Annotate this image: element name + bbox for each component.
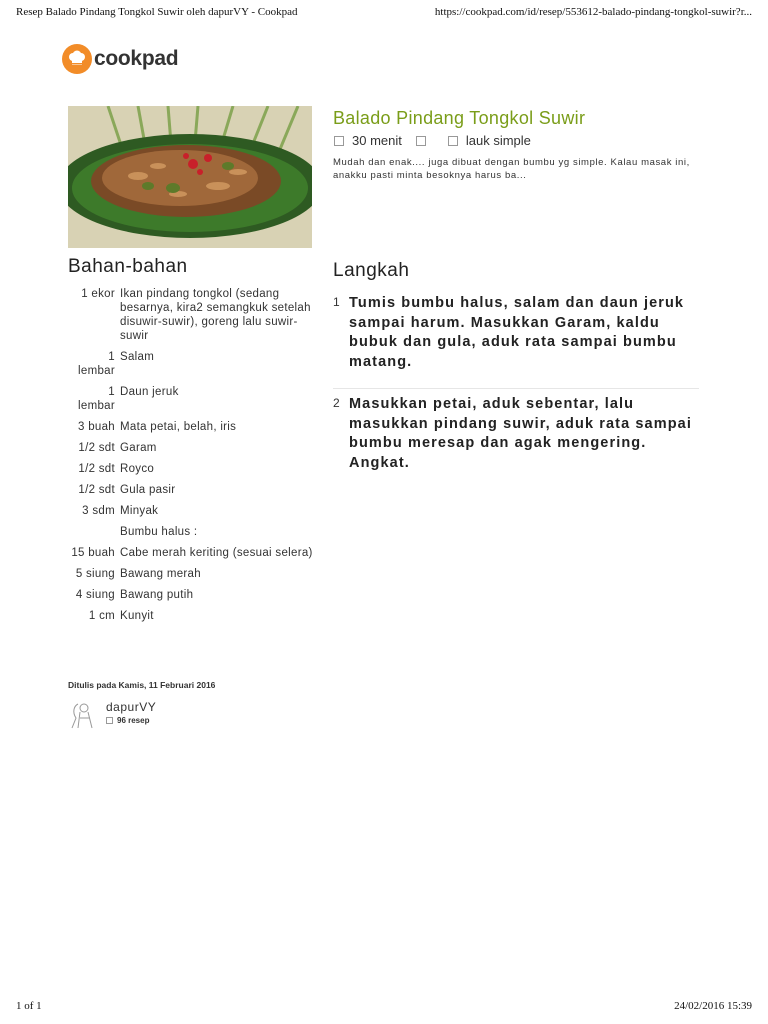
ingredient-name: Ikan pindang tongkol (sedang besarnya, kira2 semangkuk setelah disuwir-suwir), goreng lalu suwir-suwir xyxy=(120,288,311,342)
ingredient-qty: 3 buah xyxy=(78,421,115,433)
ingredient-row xyxy=(68,420,318,434)
written-date: Ditulis pada Kamis, 11 Februari 2016 xyxy=(68,680,216,690)
ingredient-qty: 1 lembar xyxy=(78,351,115,377)
logo-text: cookpad xyxy=(94,47,179,70)
ingredients-list xyxy=(68,287,318,630)
ingredient-qty: 5 siung xyxy=(75,568,115,580)
chef-hat-icon xyxy=(62,44,92,74)
recipe-description: Mudah dan enak.... juga dibuat dengan bumbu yg simple. Kalau masak ini, anakku pasti minta besoknya harus ba... xyxy=(333,157,690,181)
step-number: 1 xyxy=(333,295,340,309)
step-text: Tumis bumbu halus, salam dan daun jeruk sampai harum. Masukkan Garam, kaldu bubuk dan gula, aduk rata sampai bumbu matang. xyxy=(349,295,685,370)
ingredient-name: Salam xyxy=(120,351,155,363)
page-number: 1 of 1 xyxy=(16,1000,42,1012)
ingredients-heading: Bahan-bahan xyxy=(68,256,188,277)
ingredient-row xyxy=(68,567,318,581)
ingredient-name: Bawang putih xyxy=(120,589,194,601)
ingredient-qty: 3 sdm xyxy=(82,505,115,517)
ingredient-qty: 1 lembar xyxy=(78,386,115,412)
ingredient-row xyxy=(68,588,318,602)
category xyxy=(448,133,531,148)
people-icon xyxy=(416,136,426,146)
cookpad-logo[interactable] xyxy=(62,44,178,74)
ingredient-row xyxy=(68,385,318,413)
ingredient-row xyxy=(68,350,318,378)
ingredient-name: Kunyit xyxy=(120,610,154,622)
ingredient-qty: 4 siung xyxy=(75,589,115,601)
ingredient-qty: 1/2 sdt xyxy=(78,463,115,475)
book-icon xyxy=(106,717,113,724)
ingredient-qty: 1/2 sdt xyxy=(78,442,115,454)
steps-heading: Langkah xyxy=(333,260,410,281)
step-item xyxy=(333,388,699,481)
recipe-title: Balado Pindang Tongkol Suwir xyxy=(333,108,586,128)
print-header-title: Resep Balado Pindang Tongkol Suwir oleh dapurVY - Cookpad xyxy=(16,6,298,18)
ingredient-qty: 1/2 sdt xyxy=(78,484,115,496)
ingredient-row xyxy=(68,483,318,497)
print-header xyxy=(16,6,752,18)
ingredient-row xyxy=(68,609,318,623)
ingredient-name: Cabe merah keriting (sesuai selera) xyxy=(120,547,313,559)
ingredient-name: Gula pasir xyxy=(120,484,176,496)
ingredient-row xyxy=(68,525,318,539)
ingredient-qty: 1 cm xyxy=(88,610,115,622)
serving xyxy=(416,136,434,146)
ingredient-name: Minyak xyxy=(120,505,159,517)
ingredient-row xyxy=(68,462,318,476)
ingredient-qty xyxy=(68,525,120,539)
ingredient-name: Daun jeruk xyxy=(120,386,179,398)
category-label: lauk simple xyxy=(465,133,531,148)
recipe-meta xyxy=(334,133,545,148)
tag-icon xyxy=(448,136,458,146)
ingredient-row xyxy=(68,504,318,518)
author-recipe-count xyxy=(106,716,156,725)
step-number: 2 xyxy=(333,396,340,410)
clock-icon xyxy=(334,136,344,146)
duration xyxy=(334,133,402,148)
author-name[interactable]: dapurVY xyxy=(106,700,157,714)
ingredient-row xyxy=(68,546,318,560)
recipe-count-label: 96 resep xyxy=(117,716,150,725)
print-datetime: 24/02/2016 15:39 xyxy=(674,1000,752,1012)
ingredient-row xyxy=(68,441,318,455)
duration-label: 30 menit xyxy=(352,133,402,148)
recipe-photo xyxy=(68,106,312,248)
print-header-url: https://cookpad.com/id/resep/553612-balado-pindang-tongkol-suwir?r... xyxy=(434,6,752,18)
ingredient-qty: 1 ekor xyxy=(81,288,115,300)
author-card[interactable] xyxy=(68,700,156,730)
ingredient-qty: 15 buah xyxy=(71,547,115,559)
ingredient-name: Mata petai, belah, iris xyxy=(120,421,237,433)
print-footer xyxy=(16,1000,752,1012)
ingredient-name: Garam xyxy=(120,442,157,454)
step-item xyxy=(333,294,699,380)
ingredient-name: Bawang merah xyxy=(120,568,201,580)
steps-list xyxy=(333,294,699,489)
step-text: Masukkan petai, aduk sebentar, lalu masukkan pindang suwir, aduk rata sampai bumbu meresap dan agak mengering. Angkat. xyxy=(349,396,692,471)
ingredient-name: Bumbu halus : xyxy=(120,526,198,538)
ingredient-row xyxy=(68,287,318,343)
author-avatar[interactable] xyxy=(68,700,100,730)
ingredient-name: Royco xyxy=(120,463,155,475)
